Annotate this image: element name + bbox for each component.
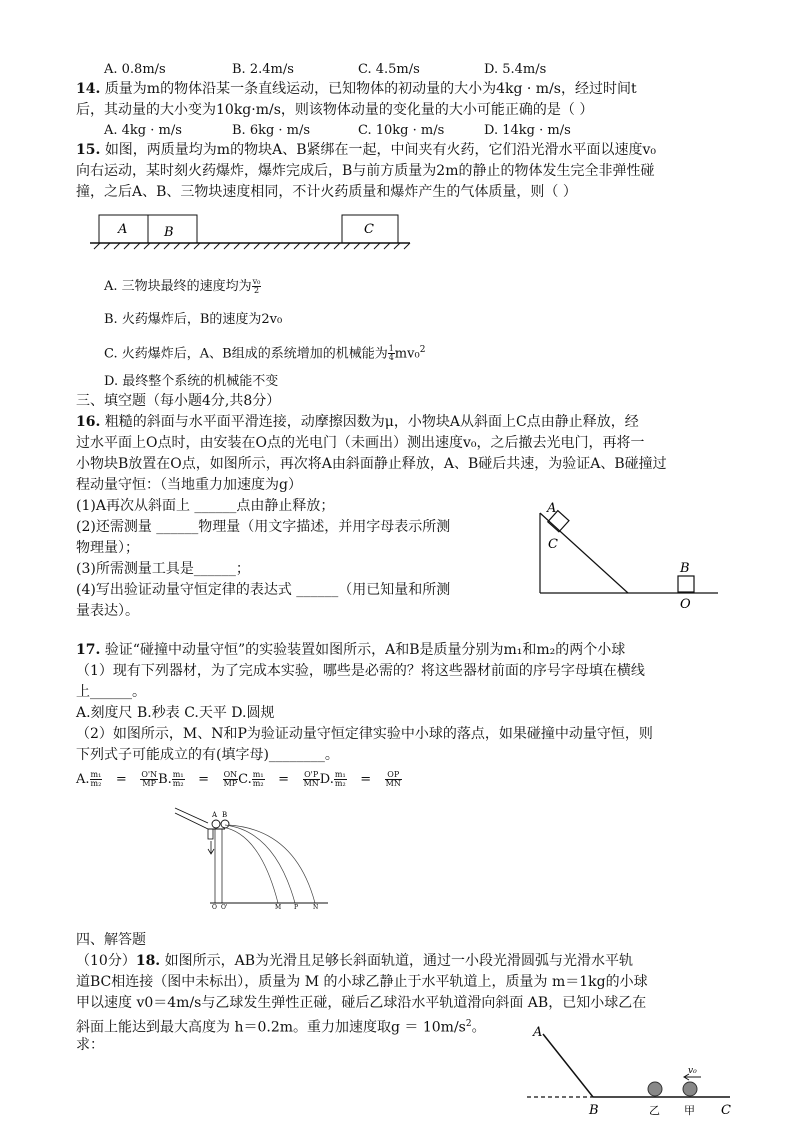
q16-line-4: 程动量守恒：（当地重力加速度为g） [76, 477, 302, 493]
label-n: N [313, 904, 319, 910]
q15-text-1: 如图，两质量均为m的物块A、B紧绑在一起，中间夹有火药，它们沿光滑水平面以速度v₀ [104, 142, 657, 158]
q18-line-1 [76, 952, 633, 970]
label-a: A [533, 1025, 543, 1040]
label-p: P [294, 904, 299, 910]
label-o-prime: O' [221, 904, 228, 910]
fraction-one-quarter: $\frac{1}{4}$ [388, 344, 394, 363]
support-post [208, 829, 213, 839]
label-c: C [364, 222, 374, 237]
q15-line-1 [76, 141, 656, 159]
q14-line-1 [76, 80, 637, 98]
q13-option-a: A. 0.8m/s [104, 62, 166, 77]
q18-figure [525, 1022, 745, 1122]
label-a: A [118, 222, 128, 237]
trajectory-m [222, 827, 278, 903]
ground-hatching [94, 243, 410, 249]
q18-line-4 [76, 1015, 486, 1037]
section-3-heading: 三、填空题（每小题4分,共8分） [76, 393, 281, 409]
block-b-at-o [678, 576, 694, 592]
q15-option-b: B. 火药爆炸后，B的速度为2v₀ [104, 312, 283, 327]
formula-b: B. $\frac{\text{m₁}}{\text{m₂}}$ = $\frac{ON}{MP}$ [158, 770, 238, 788]
q15-option-c-exponent: 2 [419, 345, 426, 355]
q16-part-3: (3)所需测量工具是______； [76, 561, 250, 577]
q17-line-1 [76, 641, 625, 659]
q15-line-2: 向右运动，某时刻火药爆炸，爆炸完成后，B与前方质量为2m的静止的物体发生完全非弹性碰 [76, 163, 655, 179]
formula-d: D. $\frac{\text{m₁}}{\text{m₂}}$ = $\frac{OP}{MN}$ [319, 770, 401, 788]
q18-exponent: 2 [465, 1019, 472, 1029]
q17-apparatus-figure [170, 805, 330, 910]
label-c: C [721, 1103, 731, 1118]
label-a: A [212, 811, 218, 819]
label-o: O [212, 904, 217, 910]
q15-option-c-tail: mv₀ [394, 346, 420, 362]
q16-line-2: 过水平面上O点时，由安装在O点的光电门（未画出）测出速度v₀，之后撤去光电门，再将一 [76, 435, 645, 451]
q14-option-c: C. 10kg · m/s [358, 123, 445, 138]
q18-number: 18. [135, 953, 161, 969]
q18-text-4-end: 。 [471, 1019, 486, 1036]
q15-option-c [104, 342, 425, 362]
drop-arrow [208, 841, 214, 854]
q17-line-2: （1）现有下列器材，为了完成本实验，哪些是必需的？将这些器材前面的序号字母填在横线 [76, 663, 645, 679]
q18-text-4: 斜面上能达到最大高度为 h＝0.2m。重力加速度取g ＝ 10m/s [76, 1019, 466, 1036]
ball-a [212, 820, 220, 828]
q15-figure [90, 205, 420, 265]
label-a: A [547, 501, 557, 516]
formula-c: C. $\frac{\text{m₁}}{\text{m₂}}$ = $\frac{O'P}{MN}$ [238, 770, 319, 788]
label-b: B [680, 561, 690, 576]
q13-option-c: C. 4.5m/s [358, 62, 420, 77]
q16-text-1: 粗糙的斜面与水平面平滑连接，动摩擦因数为μ，小物块A从斜面上C点由静止释放，经 [104, 414, 639, 430]
q14-text-1: 质量为m的物体沿某一条直线运动，已知物体的初动量的大小为4kg · m/s，经过时间t [104, 81, 637, 97]
q16-figure [530, 495, 725, 615]
q18-score: （10分） [76, 953, 136, 969]
q17-formula-row [76, 771, 402, 788]
incline-ab [543, 1034, 593, 1097]
q17-tools: A.刻度尺 B.秒表 C.天平 D.圆规 [76, 705, 275, 721]
ball-yi [648, 1082, 662, 1096]
label-o: O [680, 597, 691, 612]
q13-option-b: B. 2.4m/s [232, 62, 294, 77]
label-c: C [548, 537, 558, 552]
q14-option-a: A. 4kg · m/s [104, 123, 182, 138]
label-b: B [589, 1103, 599, 1118]
label-v0: v₀ [688, 1066, 697, 1076]
q16-line-1 [76, 413, 639, 431]
q15-option-a [104, 278, 261, 295]
fraction-v0-over-2: $\frac{\text{v₀}}{2}$ [252, 277, 261, 295]
label-b: B [164, 225, 174, 240]
q14-option-b: B. 6kg · m/s [232, 123, 311, 138]
incline-slope [540, 513, 628, 593]
q14-option-d: D. 14kg · m/s [484, 123, 571, 138]
trajectory-n [228, 825, 315, 903]
section-4-heading: 四、解答题 [76, 932, 146, 948]
label-m: M [275, 904, 282, 910]
q18-line-5: 求： [76, 1037, 104, 1053]
label-jia: 甲 [684, 1104, 695, 1117]
q15-option-a-text: A. 三物块最终的速度均为 [104, 279, 252, 294]
q16-number: 16. [76, 414, 101, 430]
q14-number: 14. [76, 81, 101, 97]
q17-line-5: （2）如图所示，M、N和P为验证动量守恒定律实验中小球的落点，如果碰撞中动量守恒，则 [76, 726, 653, 742]
q17-number: 17. [76, 642, 101, 658]
q15-number: 15. [76, 142, 101, 158]
q16-line-3: 小物块B放置在O点，如图所示，再次将A由斜面静止释放，A、B碰后共速，为验证A、B碰撞过 [76, 456, 667, 472]
q16-part-4a: (4)写出验证动量守恒定律的表达式 ______（用已知量和所测 [76, 582, 451, 598]
q18-line-3: 甲以速度 v0＝4m/s与乙球发生弹性正碰，碰后乙球沿水平轨道滑向斜面 AB，已知小球乙在 [76, 995, 647, 1011]
q17-text-1: 验证“碰撞中动量守恒”的实验装置如图所示，A和B是质量分别为m₁和m₂的两个小球 [104, 642, 626, 658]
trajectory-p [225, 825, 295, 903]
label-yi: 乙 [649, 1104, 660, 1117]
ball-jia [683, 1082, 697, 1096]
q18-line-2: 道BC相连接（图中未标出），质量为 M 的小球乙静止于水平轨道上，质量为 m＝1kg的小球 [76, 974, 648, 990]
q15-option-d: D. 最终整个系统的机械能不变 [104, 374, 279, 389]
q17-line-3: 上______。 [76, 684, 146, 700]
q16-part-2b: 物理量）； [76, 540, 139, 556]
q16-part-2a: (2)还需测量 ______物理量（用文字描述，并用字母表示所测 [76, 519, 451, 535]
formula-a: A. $\frac{\text{m₁}}{\text{m₂}}$ = $\frac{O'N}{MP}$ [76, 770, 158, 788]
q15-line-3: 撞，之后A、B、三物块速度相同，不计火药质量和爆炸产生的气体质量，则（ ） [76, 184, 577, 200]
q16-part-4b: 量表达）。 [76, 603, 139, 619]
q15-option-c-text: C. 火药爆炸后，A、B组成的系统增加的机械能为 [104, 346, 388, 362]
label-b: B [222, 811, 228, 819]
q18-text-1: 如图所示，AB为光滑且足够长斜面轨道，通过一小段光滑圆弧与光滑水平轨 [164, 953, 634, 969]
q13-option-d: D. 5.4m/s [484, 62, 547, 77]
q17-line-6: 下列式子可能成立的有(填字母)________。 [76, 747, 339, 763]
q14-line-2: 后，其动量的大小变为10kg·m/s，则该物体动量的变化量的大小可能正确的是（ ） [76, 102, 594, 118]
q16-part-1: (1)A再次从斜面上 ______点由静止释放； [76, 498, 335, 514]
